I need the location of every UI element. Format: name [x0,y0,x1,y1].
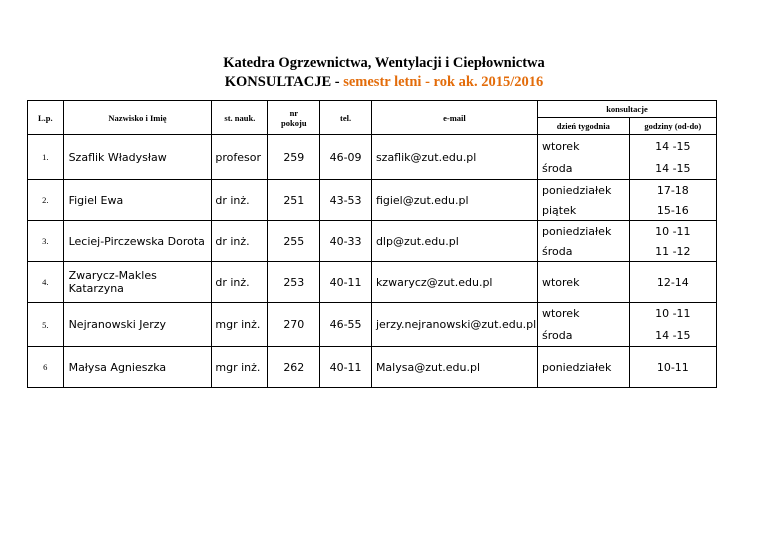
row-email: dlp@zut.edu.pl [371,221,537,262]
col-header-degree: st. nauk. [212,101,268,135]
row-lp: 4. [28,262,64,303]
row-room: 255 [268,221,320,262]
col-header-name: Nazwisko i Imię [63,101,212,135]
row-lp: 3. [28,221,64,262]
slot-hours: 10 -11 [655,224,691,238]
row-hours [629,221,716,262]
row-email: jerzy.nejranowski@zut.edu.pl [371,303,537,347]
row-days [537,303,629,347]
col-header-hours: godziny (od-do) [629,118,716,135]
row-email: Malysa@zut.edu.pl [371,347,537,388]
row-degree: mgr inż. [212,303,268,347]
slot-hours: 15-16 [656,203,689,217]
subtitle-semester: semestr letni - rok ak. 2015/2016 [343,74,544,90]
row-phone: 46-09 [320,135,372,180]
row-degree: dr inż. [212,221,268,262]
slot-day: wtorek [541,307,580,321]
row-name: Szaflik Władysław [63,135,212,180]
slot-day: środa [541,161,573,175]
row-days [537,347,629,388]
col-header-email: e-mail [371,101,537,135]
table-row [28,135,717,180]
document-subtitle [0,74,768,91]
col-header-day: dzień tygodnia [537,118,629,135]
slot-hours: 10-11 [656,360,689,374]
row-days [537,262,629,303]
row-room: 251 [268,180,320,221]
slot-day: poniedziałek [541,183,612,197]
slot-hours: 12-14 [656,275,689,289]
slot-hours: 10 -11 [655,307,691,321]
row-room: 262 [268,347,320,388]
table-row [28,180,717,221]
col-header-consult: konsultacje [537,101,716,118]
row-hours [629,180,716,221]
row-lp: 2. [28,180,64,221]
col-header-lp: L.p. [28,101,64,135]
row-degree: dr inż. [212,262,268,303]
row-name: Małysa Agnieszka [63,347,212,388]
table-row [28,221,717,262]
slot-day: poniedziałek [541,360,612,374]
slot-day: wtorek [541,139,580,153]
consultation-table [27,100,717,388]
row-name: Nejranowski Jerzy [63,303,212,347]
row-name: Leciej-Pirczewska Dorota [63,221,212,262]
row-hours [629,135,716,180]
row-phone: 40-11 [320,262,372,303]
row-days [537,135,629,180]
row-days [537,180,629,221]
subtitle-main: KONSULTACJE - [224,74,344,90]
row-hours [629,262,716,303]
slot-hours: 14 -15 [655,161,691,175]
slot-hours: 11 -12 [655,244,691,258]
row-name: Figiel Ewa [63,180,212,221]
col-header-room [268,101,320,135]
slot-day: środa [541,244,573,258]
slot-day: poniedziałek [541,224,612,238]
row-room: 259 [268,135,320,180]
row-phone: 46-55 [320,303,372,347]
table-row [28,262,717,303]
row-phone: 40-33 [320,221,372,262]
col-header-room-label: nr pokoju [281,107,307,128]
row-lp: 6 [28,347,64,388]
row-hours [629,303,716,347]
slot-hours: 14 -15 [655,328,691,342]
row-hours [629,347,716,388]
table-row [28,303,717,347]
row-email: figiel@zut.edu.pl [371,180,537,221]
col-header-phone: tel. [320,101,372,135]
table-body [28,135,717,388]
row-degree: profesor [212,135,268,180]
slot-day: piątek [541,203,577,217]
row-phone: 43-53 [320,180,372,221]
document-title: Katedra Ogrzewnictwa, Wentylacji i Ciepłownictwa [223,55,545,71]
row-email: kzwarycz@zut.edu.pl [371,262,537,303]
row-room: 270 [268,303,320,347]
row-email: szaflik@zut.edu.pl [371,135,537,180]
row-days [537,221,629,262]
row-lp: 5. [28,303,64,347]
row-room: 253 [268,262,320,303]
table-row [28,347,717,388]
slot-day: wtorek [541,275,580,289]
slot-hours: 17-18 [656,183,689,197]
slot-day: środa [541,328,573,342]
row-phone: 40-11 [320,347,372,388]
row-degree: dr inż. [212,180,268,221]
row-degree: mgr inż. [212,347,268,388]
row-name: Zwarycz-Makles Katarzyna [63,262,212,303]
row-lp: 1. [28,135,64,180]
slot-hours: 14 -15 [655,139,691,153]
table-header-row [28,101,717,118]
